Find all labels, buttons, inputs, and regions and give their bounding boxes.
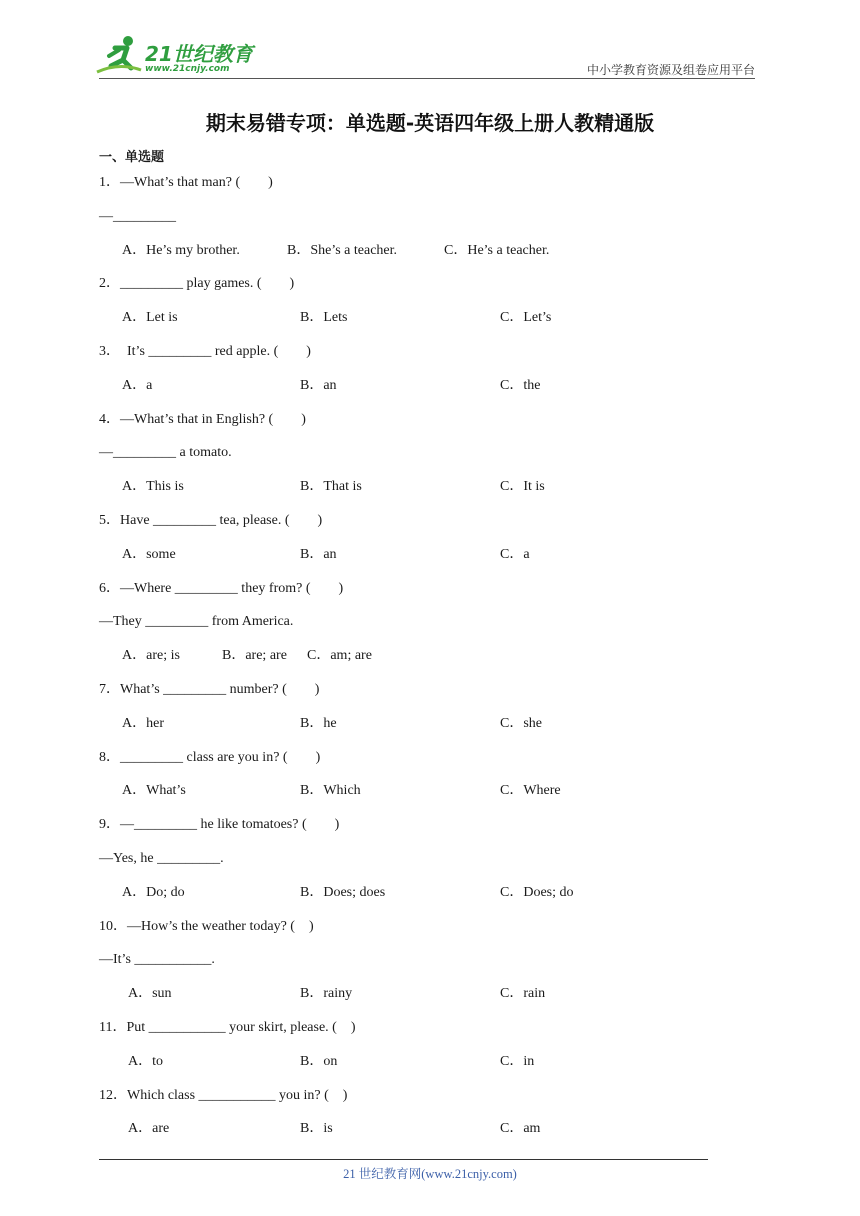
logo-text: 21世纪教育 [145,42,253,66]
answer-option-c[interactable]: C．the [500,377,541,393]
answer-option-c[interactable]: C．a [500,546,530,562]
header-tagline: 中小学教育资源及组卷应用平台 [586,63,755,77]
answer-option-c[interactable]: C．am [500,1121,541,1137]
question-stem: 7．What’s _________ number? ( ) [99,682,320,697]
answer-option-c[interactable]: C．am; are [307,648,372,664]
answer-option-b[interactable]: B．on [300,1053,338,1069]
answer-option-c[interactable]: C．Let’s [500,310,552,326]
answer-option-c[interactable]: C．she [500,715,542,731]
answer-option-c[interactable]: C．Where [500,783,561,799]
answer-option-a[interactable]: A．sun [128,986,172,1002]
question-stem: 2．_________ play games. ( ) [99,276,295,292]
section-heading: 一、单选题 [99,150,165,165]
answer-option-c[interactable]: C．Does; do [500,884,574,900]
question-stem: 11．Put ___________ your skirt, please. ( ) [99,1020,356,1035]
answer-option-b[interactable]: B．are; are [222,648,287,664]
answer-option-b[interactable]: B．an [300,546,337,562]
answer-option-b[interactable]: B．Lets [300,310,348,326]
answer-line: —Yes, he _________. [99,851,224,866]
answer-option-a[interactable]: A．He’s my brother. [122,242,240,258]
answer-option-a[interactable]: A．Let is [122,310,178,326]
logo-url: www.21cnjy.com [145,64,230,74]
question-stem: 4．—What’s that in English? ( ) [99,411,306,427]
question-stem: 1．—What’s that man? ( ) [99,175,273,190]
answer-option-b[interactable]: B．Does; does [300,884,386,900]
answer-line: —_________ [99,208,176,224]
answer-option-b[interactable]: B．an [300,377,337,393]
answer-option-c[interactable]: C．rain [500,986,546,1002]
question-stem: 6．—Where _________ they from? ( ) [99,580,344,596]
answer-line: —They _________ from America. [99,614,294,630]
answer-option-a[interactable]: A．This is [122,479,184,495]
question-stem: 3． It’s _________ red apple. ( ) [99,344,311,359]
question-stem: 12．Which class ___________ you in? ( ) [99,1087,348,1103]
answer-option-b[interactable]: B．She’s a teacher. [287,242,398,258]
runner-logo-icon [95,34,143,76]
answer-option-a[interactable]: A．her [122,715,164,731]
answer-option-c[interactable]: C．in [500,1053,535,1069]
answer-option-a[interactable]: A．a [122,377,153,393]
question-stem: 8．_________ class are you in? ( ) [99,749,321,765]
footer-divider [99,1159,708,1160]
answer-option-b[interactable]: B．rainy [300,986,353,1002]
answer-line: —It’s ___________. [99,952,215,968]
answer-option-a[interactable]: A．What’s [122,783,186,799]
answer-option-b[interactable]: B．he [300,715,337,731]
answer-option-c[interactable]: C．He’s a teacher. [444,242,550,258]
answer-option-a[interactable]: A．some [122,546,176,562]
question-stem: 9．—_________ he like tomatoes? ( ) [99,817,340,833]
answer-option-a[interactable]: A．are [128,1121,170,1137]
page-header [0,0,860,80]
logo [95,34,265,78]
answer-option-b[interactable]: B．Which [300,783,361,799]
footer-link[interactable]: 21 世纪教育网(www.21cnjy.com) [343,1167,517,1181]
answer-line: —_________ a tomato. [99,445,232,461]
answer-option-a[interactable]: A．to [128,1053,163,1069]
answer-option-c[interactable]: C．It is [500,479,545,495]
page-title: 期末易错专项：单选题-英语四年级上册人教精通版 [205,111,655,135]
answer-option-a[interactable]: A．are; is [122,648,180,664]
answer-option-a[interactable]: A．Do; do [122,884,185,900]
question-stem: 5．Have _________ tea, please. ( ) [99,513,323,528]
header-divider [99,78,755,79]
answer-option-b[interactable]: B．That is [300,479,362,495]
question-stem: 10．—How’s the weather today? ( ) [99,918,314,934]
answer-option-b[interactable]: B．is [300,1121,333,1137]
